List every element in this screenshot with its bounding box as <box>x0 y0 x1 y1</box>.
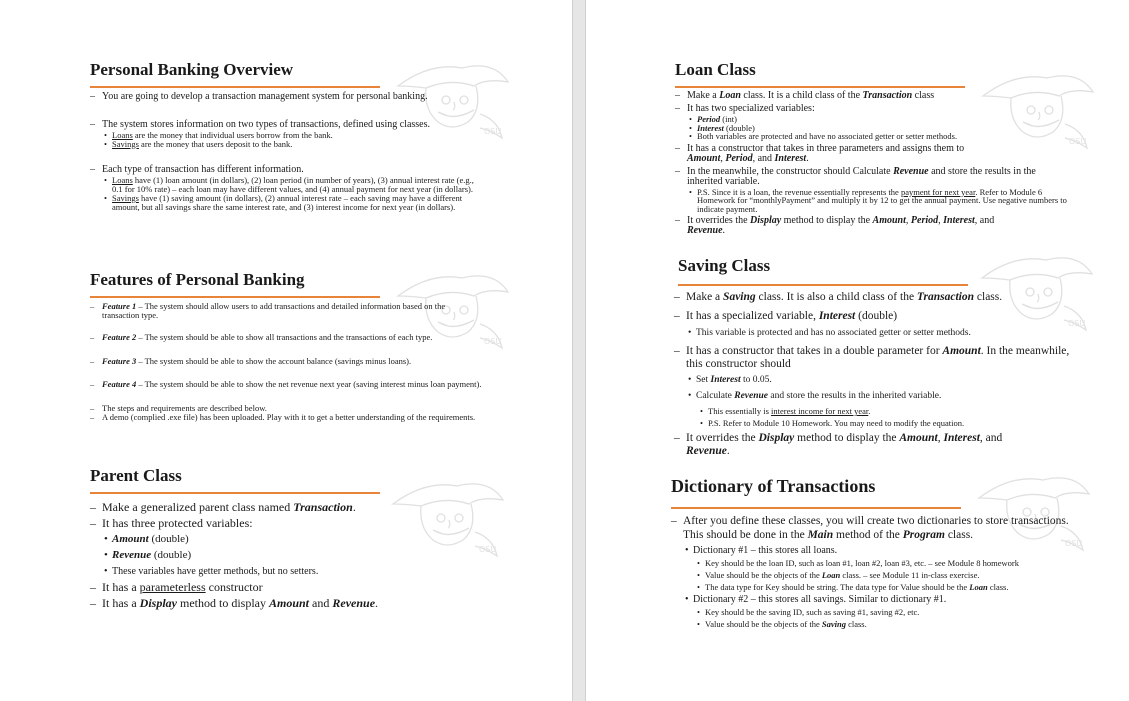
list-item: – It has a constructor that takes in three parameters and assigns them to Amount, Period, and Interest. <box>675 144 1071 164</box>
slide-title: Saving Class <box>678 256 771 275</box>
list-item: – It overrides the Display method to display the Amount, Interest, and Revenue. <box>674 432 1070 458</box>
list-item: – It has a parameterless constructor <box>90 581 482 594</box>
list-item: • Both variables are protected and have no associated getter or setter methods. <box>689 132 1071 141</box>
list-item: – In the meanwhile, the constructor should Calculate Revenue and store the results in the inherited variable. <box>675 167 1071 187</box>
slide-loan-class <box>675 60 1071 236</box>
list-item: – It overrides the Display method to display the Amount, Period, Interest, and Revenue. <box>675 216 1071 236</box>
list-item: • Interest (double) <box>689 124 1071 133</box>
list-item: – It has a specialized variable, Interest (double) <box>674 310 1070 323</box>
page-gutter <box>572 0 586 701</box>
list-item: – Each type of transaction has different information. <box>90 165 482 175</box>
list-item: • These variables have getter methods, but no setters. <box>104 565 482 578</box>
list-item: – A demo (complied .exe file) has been uploaded. Play with it to get a better understanding of the requirements. <box>90 413 482 422</box>
title-rule <box>678 284 968 286</box>
slide-title: Loan Class <box>675 60 756 79</box>
list-item: – It has a constructor that takes in a double parameter for Amount. In the meanwhile, this constructor should <box>674 345 1070 371</box>
list-item: • This essentially is interest income for next year. <box>700 407 1070 416</box>
title-rule <box>671 507 961 509</box>
list-item: • Key should be the saving ID, such as saving #1, saving #2, etc. <box>697 608 1071 617</box>
list-item: • Loans are the money that individual users borrow from the bank. <box>104 131 482 140</box>
list-item: • Savings have (1) saving amount (in dollars), (2) annual interest rate – each saving may have a different amount, but all savings share the same interest rate, and (3) interest income for next year (in dollars). <box>104 194 482 211</box>
list-item: • P.S. Since it is a loan, the revenue essentially represents the payment for next year. Refer to Module 6 Homework for “monthlyPayment” and multiply it by 12 to get the annual payment. Use negative numbers to indicate payment. <box>689 188 1071 214</box>
list-item: – Make a generalized parent class named Transaction. <box>90 501 482 514</box>
list-item: • The data type for Key should be string. The data type for Value should be the Loan class. <box>697 583 1071 592</box>
list-item: • Revenue (double) <box>104 549 482 562</box>
list-item: • Key should be the loan ID, such as loan #1, loan #2, loan #3, etc. – see Module 8 homework <box>697 559 1071 568</box>
list-item: – The steps and requirements are described below. <box>90 404 482 413</box>
list-item: – Make a Loan class. It is a child class of the Transaction class <box>675 91 1071 101</box>
list-item: • Calculate Revenue and store the results in the inherited variable. <box>688 390 1070 403</box>
slide-title: Parent Class <box>90 466 182 485</box>
list-item: – Feature 4 – The system should be able to show the net revenue next year (saving interest minus loan payment). <box>90 380 482 389</box>
list-item: – Feature 1 – The system should allow users to add transactions and detailed information based on the transaction type. <box>90 302 482 319</box>
list-item: – You are going to develop a transaction management system for personal banking. <box>90 92 482 102</box>
list-item: – It has two specialized variables: <box>675 104 1071 114</box>
list-item: • Value should be the objects of the Saving class. <box>697 620 1071 629</box>
list-item: – Feature 3 – The system should be able to show the account balance (savings minus loans). <box>90 357 482 366</box>
list-item: – Make a Saving class. It is also a child class of the Transaction class. <box>674 291 1070 304</box>
slide-title: Features of Personal Banking <box>90 270 305 289</box>
list-item: • Loans have (1) loan amount (in dollars), (2) loan period (in number of years), (3) annual interest rate (e.g., 0.1 for 10% rate) – each loan may have different values, and (4) annual payment for next year (in dollars). <box>104 176 482 193</box>
list-item: • Amount (double) <box>104 533 482 546</box>
list-item: • This variable is protected and has no associated getter or setter methods. <box>688 327 1070 340</box>
slide-dictionary <box>671 476 1071 628</box>
slide-parent-class <box>90 466 482 610</box>
slide-features <box>90 270 482 422</box>
list-item: – After you define these classes, you will create two dictionaries to store transactions. This should be done in the Main method of the Program class. <box>671 514 1071 542</box>
list-item: – The system stores information on two types of transactions, defined using classes. <box>90 120 482 130</box>
slide-title: Dictionary of Transactions <box>671 476 876 496</box>
list-item: • Value should be the objects of the Loan class. – see Module 11 in-class exercise. <box>697 571 1071 580</box>
list-item: • Period (int) <box>689 115 1071 124</box>
list-item: • Dictionary #2 – this stores all savings. Similar to dictionary #1. <box>685 594 1071 605</box>
title-rule <box>675 86 965 88</box>
title-rule <box>90 492 380 494</box>
list-item: – Feature 2 – The system should be able to show all transactions and the transactions of each type. <box>90 333 482 342</box>
slide-title: Personal Banking Overview <box>90 60 294 79</box>
slide-saving-class <box>678 256 1070 458</box>
title-rule <box>90 86 380 88</box>
list-item: • Set Interest to 0.05. <box>688 374 1070 387</box>
list-item: – It has a Display method to display Amount and Revenue. <box>90 597 482 610</box>
list-item: • P.S. Refer to Module 10 Homework. You may need to modify the equation. <box>700 419 1070 428</box>
list-item: • Savings are the money that users deposit to the bank. <box>104 140 482 149</box>
list-item: • Dictionary #1 – this stores all loans. <box>685 545 1071 556</box>
right-page <box>586 0 1129 701</box>
slide-overview <box>90 60 482 211</box>
title-rule <box>90 296 380 298</box>
list-item: – It has three protected variables: <box>90 517 482 530</box>
